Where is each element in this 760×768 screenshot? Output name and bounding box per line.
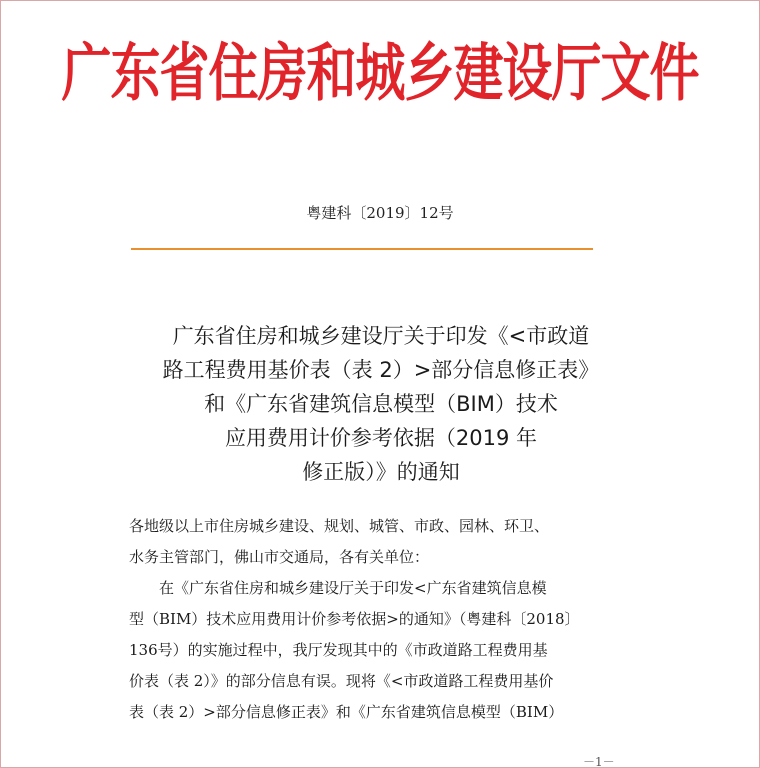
body-line: 136号）的实施过程中，我厅发现其中的《市政道路工程费用基: [129, 641, 548, 659]
page-number: －1－: [583, 755, 615, 768]
body-line: 在《广东省住房和城乡建设厅关于印发<广东省建筑信息模: [159, 579, 547, 597]
title-line: 广东省住房和城乡建设厅关于印发《<市政道: [172, 324, 590, 348]
header-divider: [131, 248, 593, 250]
notice-body: [129, 511, 639, 728]
title-line: 路工程费用基价表（表 2）>部分信息修正表》: [162, 358, 600, 382]
body-line: 各地级以上市住房城乡建设、规划、城管、市政、园林、环卫、: [129, 517, 550, 535]
title-line: 应用费用计价参考依据（2019 年: [224, 426, 538, 450]
masthead-title: 广东省住房和城乡建设厅文件: [61, 36, 699, 110]
title-line: 和《广东省建筑信息模型（BIM）技术: [204, 392, 558, 416]
body-line: 价表（表 2）》的部分信息有误。现将《<市政道路工程费用基价: [129, 672, 554, 690]
body-line: 水务主管部门，佛山市交通局，各有关单位：: [129, 548, 430, 566]
notice-title: [101, 319, 661, 489]
title-line: 修正版）》的通知: [302, 460, 460, 484]
body-line: 型（BIM）技术应用费用计价参考依据>的通知》（粤建科〔2018〕: [129, 610, 580, 628]
document-number: 粤建科〔2019〕12号: [306, 204, 454, 222]
body-line: 表（表 2）>部分信息修正表》和《广东省建筑信息模型（BIM）: [129, 703, 564, 721]
